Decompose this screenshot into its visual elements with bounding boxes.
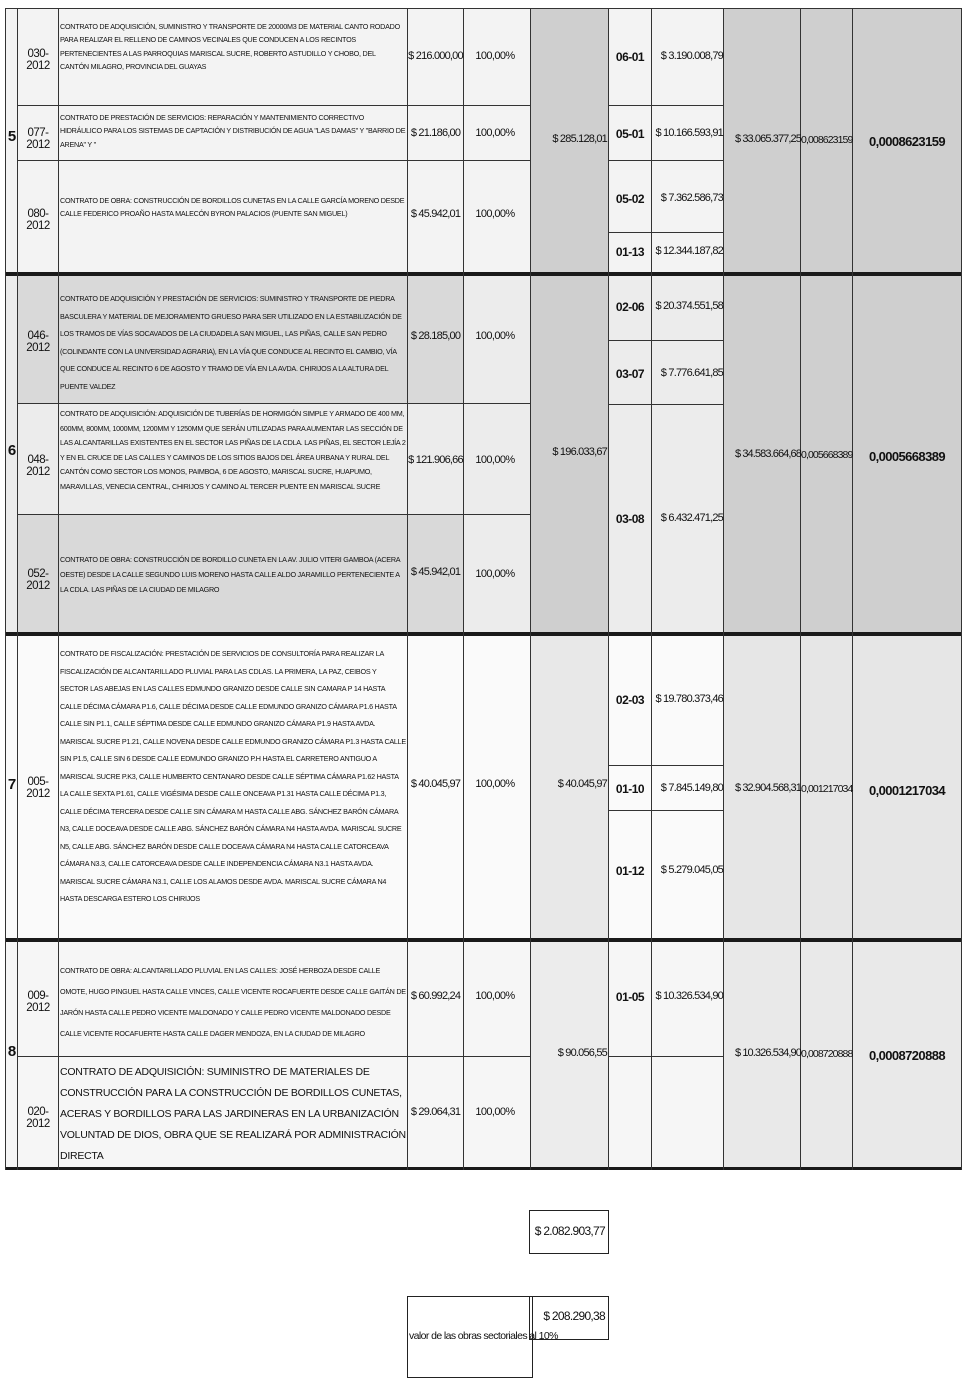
fiscal-code: 02-03 [615, 693, 645, 707]
contract-amount: $ 216.000,00 [408, 50, 463, 62]
fiscal-code: 01-05 [615, 990, 645, 1004]
fiscal-amount: $ 19.780.373,46 [655, 693, 723, 705]
contract-amount: $ 60.992,24 [410, 990, 461, 1002]
contract-code: 048-2012 [26, 454, 50, 478]
fiscal-code: 01-13 [615, 245, 645, 259]
fiscal-code: 02-06 [615, 300, 645, 314]
fiscal-code: 05-02 [615, 192, 645, 206]
fiscal-amount: $ 3.190.008,79 [660, 50, 723, 62]
contract-amount: $ 40.045,97 [410, 778, 461, 790]
contract-code: 030-2012 [26, 48, 50, 72]
contract-amount: $ 21.186,00 [410, 127, 461, 139]
contract-amount: $ 45.942,01 [410, 566, 461, 578]
contract-percent: 100,00% [475, 127, 515, 139]
fiscal-amount: $ 5.279.045,05 [660, 864, 723, 876]
contract-percent: 100,00% [475, 208, 515, 220]
contract-description: CONTRATO DE ADQUISICIÓN, SUMINISTRO Y TRANSPORTE DE 20000M3 DE MATERIAL CANTO RODADO PARA REALIZAR EL RELLENO DE CAMINOS VECINALES QUE CONDUCEN A LOS RECINTOS PERTENECIENTES A LAS PARROQUIAS MARISCAL SUCRE, ROBERTO ASTUDILLO Y CHOBO, DEL CANTÓN MILAGRO, PROVINCIA DEL GUAYAS [60, 22, 400, 72]
group-total: $ 40.045,97 [557, 778, 607, 790]
final-ratio: 0,0008720888 [869, 1048, 945, 1063]
group-number: 5 [7, 128, 17, 145]
contract-percent: 100,00% [475, 454, 515, 466]
contract-percent: 100,00% [475, 50, 515, 62]
fiscal-amount: $ 10.326.534,90 [655, 990, 723, 1002]
fiscal-amount: $ 7.845.149,80 [660, 782, 723, 794]
contract-description: CONTRATO DE OBRA: CONSTRUCCIÓN DE BORDILLO CUNETA EN LA AV. JULIO VITERI GAMBOA (ACERA OESTE) DESDE LA CALLE SEGUNDO LUIS MORENO HASTA CALLE ALDO JARAMILLO PERTENECIENTE A LA CDLA. LAS PIÑAS DE LA CIUDAD DE MILAGRO [60, 555, 400, 594]
sector-total: $ 32.904.568,31 [734, 782, 801, 794]
final-ratio: 0,0008623159 [869, 134, 945, 149]
contract-description: CONTRATO DE ADQUISICIÓN: ADQUISICIÓN DE TUBERÍAS DE HORMIGÓN SIMPLE Y ARMADO DE 400 MM, 600MM, 800MM, 1000MM, 1200MM Y 1250MM QUE SERÁN UTILIZADAS PARA AUMENTAR LAS SECCIÓN DE LAS ALCANTARILLAS EXISTENTES EN EL SECTOR LAS PIÑAS DE LA CDLA. LAS PIÑAS, EL SECTOR LEJÍA 2 Y EN EL CRUCE DE LAS CALLES Y CAMINOS DE LOS SITIOS BAJOS DEL ÁREA URBANA Y RURAL DEL CANTÓN COMO SECTOR LOS MONOS, PAIMBOA, 6 DE AGOSTO, MARISCAL SUCRE, HUAPUMO, MARAVILLAS, VENECIA CENTRAL, CHIRIJOS Y CAMINO AL TERCER PUENTE EN MARISCAL SUCRE [60, 409, 406, 491]
grand-total: $ 2.082.903,77 [534, 1224, 605, 1238]
sector-total: $ 10.326.534,90 [734, 1047, 801, 1059]
contract-percent: 100,00% [475, 568, 515, 580]
fiscal-amount: $ 12.344.187,82 [655, 245, 723, 257]
separator [5, 938, 961, 942]
sectoral-label: valor de las obras sectoriales al 10% [409, 1330, 558, 1342]
group-number: 6 [7, 442, 17, 459]
sector-ratio: 0,005668389 [801, 449, 853, 461]
sectoral-value: $ 208.290,38 [543, 1309, 605, 1323]
group-total: $ 285.128,01 [552, 133, 607, 145]
contract-description: CONTRATO DE OBRA: ALCANTARILLADO PLUVIAL EN LAS CALLES: JOSÉ HERBOZA DESDE CALLE OMOTE, HUGO PINGUEL HASTA CALLE VINCES, CALLE VICENTE ROCAFUERTE DESDE CALLE GAITÁN DE JARÓN HASTA CALLE PEDRO VICENTE MALDONADO Y CALLE PEDRO VICENTE MALDONADO DESDE CALLE VICENTE ROCAFUERTE HASTA CALLE DAGER MENDOZA, EN LA CIUDAD DE MILAGRO [60, 966, 406, 1038]
fiscal-code: 01-12 [615, 864, 645, 878]
contract-code: 020-2012 [26, 1106, 50, 1130]
contract-percent: 100,00% [475, 778, 515, 790]
final-ratio: 0,0005668389 [869, 449, 945, 464]
fiscal-code: 06-01 [615, 50, 645, 64]
fiscal-code: 01-10 [615, 782, 645, 796]
contract-code: 046-2012 [26, 330, 50, 354]
contract-code: 009-2012 [26, 990, 50, 1014]
fiscal-amount: $ 10.166.593,91 [655, 127, 723, 139]
contract-code: 005-2012 [26, 776, 50, 800]
fiscal-code: 03-07 [615, 367, 645, 381]
contract-percent: 100,00% [475, 990, 515, 1002]
separator [5, 632, 961, 636]
fiscal-amount: $ 20.374.551,58 [655, 300, 723, 312]
contract-amount: $ 45.942,01 [410, 208, 461, 220]
sector-total: $ 34.583.664,68 [734, 448, 801, 460]
contract-description: CONTRATO DE ADQUISICIÓN: SUMINISTRO DE MATERIALES DE CONSTRUCCIÓN PARA LA CONSTRUCCIÓN DE BORDILLOS CUNETAS, ACERAS Y BORDILLOS PARA LAS JARDINERAS EN LA URBANIZACIÓN VOLUNTAD DE DIOS, OBRA QUE SE REALIZARÁ POR ADMINISTRACIÓN DIRECTA [60, 1066, 406, 1162]
sector-ratio: 0,008623159 [801, 134, 853, 146]
group-number: 8 [7, 1043, 17, 1060]
separator [5, 1167, 961, 1170]
contract-description: CONTRATO DE OBRA: CONSTRUCCIÓN DE BORDILLOS CUNETAS EN LA CALLE GARCÍA MORENO DESDE CALLE FEDERICO PROAÑO HASTA MALECÓN BYRON PALACIOS (PUENTE SAN MIGUEL) [60, 196, 405, 219]
fiscal-amount: $ 7.776.641,85 [660, 367, 723, 379]
fiscal-code: 05-01 [615, 127, 645, 141]
sector-total: $ 33.065.377,25 [734, 133, 801, 145]
separator [5, 272, 961, 276]
contract-amount: $ 121.906,66 [408, 454, 463, 466]
contract-percent: 100,00% [475, 330, 515, 342]
final-ratio: 0,0001217034 [869, 783, 945, 798]
contract-percent: 100,00% [475, 1106, 515, 1118]
contract-amount: $ 28.185,00 [410, 330, 461, 342]
sector-ratio: 0,008720888 [801, 1048, 853, 1060]
group-total: $ 196.033,67 [552, 446, 607, 458]
group-total: $ 90.056,55 [557, 1047, 607, 1059]
sector-ratio: 0,001217034 [801, 783, 853, 795]
fiscal-amount: $ 7.362.586,73 [660, 192, 723, 204]
contract-description: CONTRATO DE ADQUISICIÓN Y PRESTACIÓN DE SERVICIOS: SUMINISTRO Y TRANSPORTE DE PIEDRA BASCULERA Y MATERIAL DE MEJORAMIENTO GRUESO PARA SER UTILIZADO EN LA ESTABILIZACIÓN DE LOS TRAMOS DE VÍAS SOCAVADOS DE LA CIUDADELA SAN MIGUEL, LAS PIÑAS, CALLE SAN PEDRO (COLINDANTE CON LA UNIVERSIDAD AGRARIA), EN LA VÍA QUE CONDUCE AL RECINTO EL CAMBIO, VÍA QUE CONDUCE AL RECINTO 6 DE AGOSTO Y TRAMO DE VÍA EN LA AVDA. CHIRIJOS A LA ALTURA DEL PUENTE VALDEZ [60, 294, 402, 391]
contract-description: CONTRATO DE PRESTACIÓN DE SERVICIOS: REPARACIÓN Y MANTENIMIENTO CORRECTIVO HIDRÁULICO PARA LOS SISTEMAS DE CAPTACIÓN Y DISTRIBUCIÓN DE AGUA "LAS DAMAS" Y "BARRIO DE ARENA" Y " [60, 113, 406, 149]
contract-code: 077-2012 [26, 127, 50, 151]
contract-code: 080-2012 [26, 208, 50, 232]
contract-code: 052-2012 [26, 568, 50, 592]
contract-description: CONTRATO DE FISCALIZACIÓN: PRESTACIÓN DE SERVICIOS DE CONSULTORÍA PARA REALIZAR LA FISCALIZACIÓN DE ALCANTARILLADO PLUVIAL PARA LAS CDLAS. LA PRIMERA, LA PAZ, CEIBOS Y SECTOR LAS ABEJAS EN LAS CALLES EDMUNDO GRANIZO DESDE CALLE SIN CAMARA P 14 HASTA CALLE DÉCIMA CÁMARA P1.6, CALLE DÉCIMA DESDE CALLE EDMUNDO GRANIZO CÁMARA P1.6 HASTA CALLE SIN P1.1, CALLE SÉPTIMA DESDE CALLE EDMUNDO GRANIZO CÁMARA P1.9 HASTA AVDA. MARISCAL SUCRE P1.21, CALLE NOVENA DESDE CALLE EDMUNDO GRANIZO CÁMARA P1.3 HASTA CALLE SIN P1.5, CALLE SIN 6 DESDE CALLE EDMUNDO GRANIZO P.H HASTA EL CARRETERO ANTIGUO A MARISCAL SUCRE P.K3, CALLE HUMBERTO CENTANARO DESDE CALLE SÉPTIMA CÁMARA P1.62 HASTA LA CALLE SEXTA P1.61, CALLE VIGÉSIMA DESDE CALLE ONCEAVA P1.31 HASTA CALLE DÉCIMA P1.3, CALLE DÉCIMA TERCERA DESDE CALLE SIN CÁMARA M HASTA CALLE ABG. SÁNCHEZ BARÓN CÁMARA N3, CALLE DOCEAVA DESDE CALLE ABG. SÁNCHEZ BARÓN CÁMARA N4 HASTA AVDA. MARISCAL SUCRE N5, CALLE ABG. SÁNCHEZ BARÓN DESDE CALLE DOCEAVA CÁMARA N4 HASTA CALLE CATORCEAVA CÁMARA N3.3, CALLE CATORCEAVA DESDE CALLE INDEPENDENCIA CÁMARA N3.1 HASTA AVDA. MARISCAL SUCRE CÁMARA N3.1, CALLE LOS ALAMOS DESDE AVDA. MARISCAL SUCRE CÁMARA N4 HASTA DESCARGA ESTERO LOS CHIRIJOS [60, 649, 406, 903]
contract-amount: $ 29.064,31 [410, 1106, 461, 1118]
fiscal-code: 03-08 [615, 512, 645, 526]
group-number: 7 [7, 776, 17, 793]
fiscal-amount: $ 6.432.471,25 [660, 512, 723, 524]
